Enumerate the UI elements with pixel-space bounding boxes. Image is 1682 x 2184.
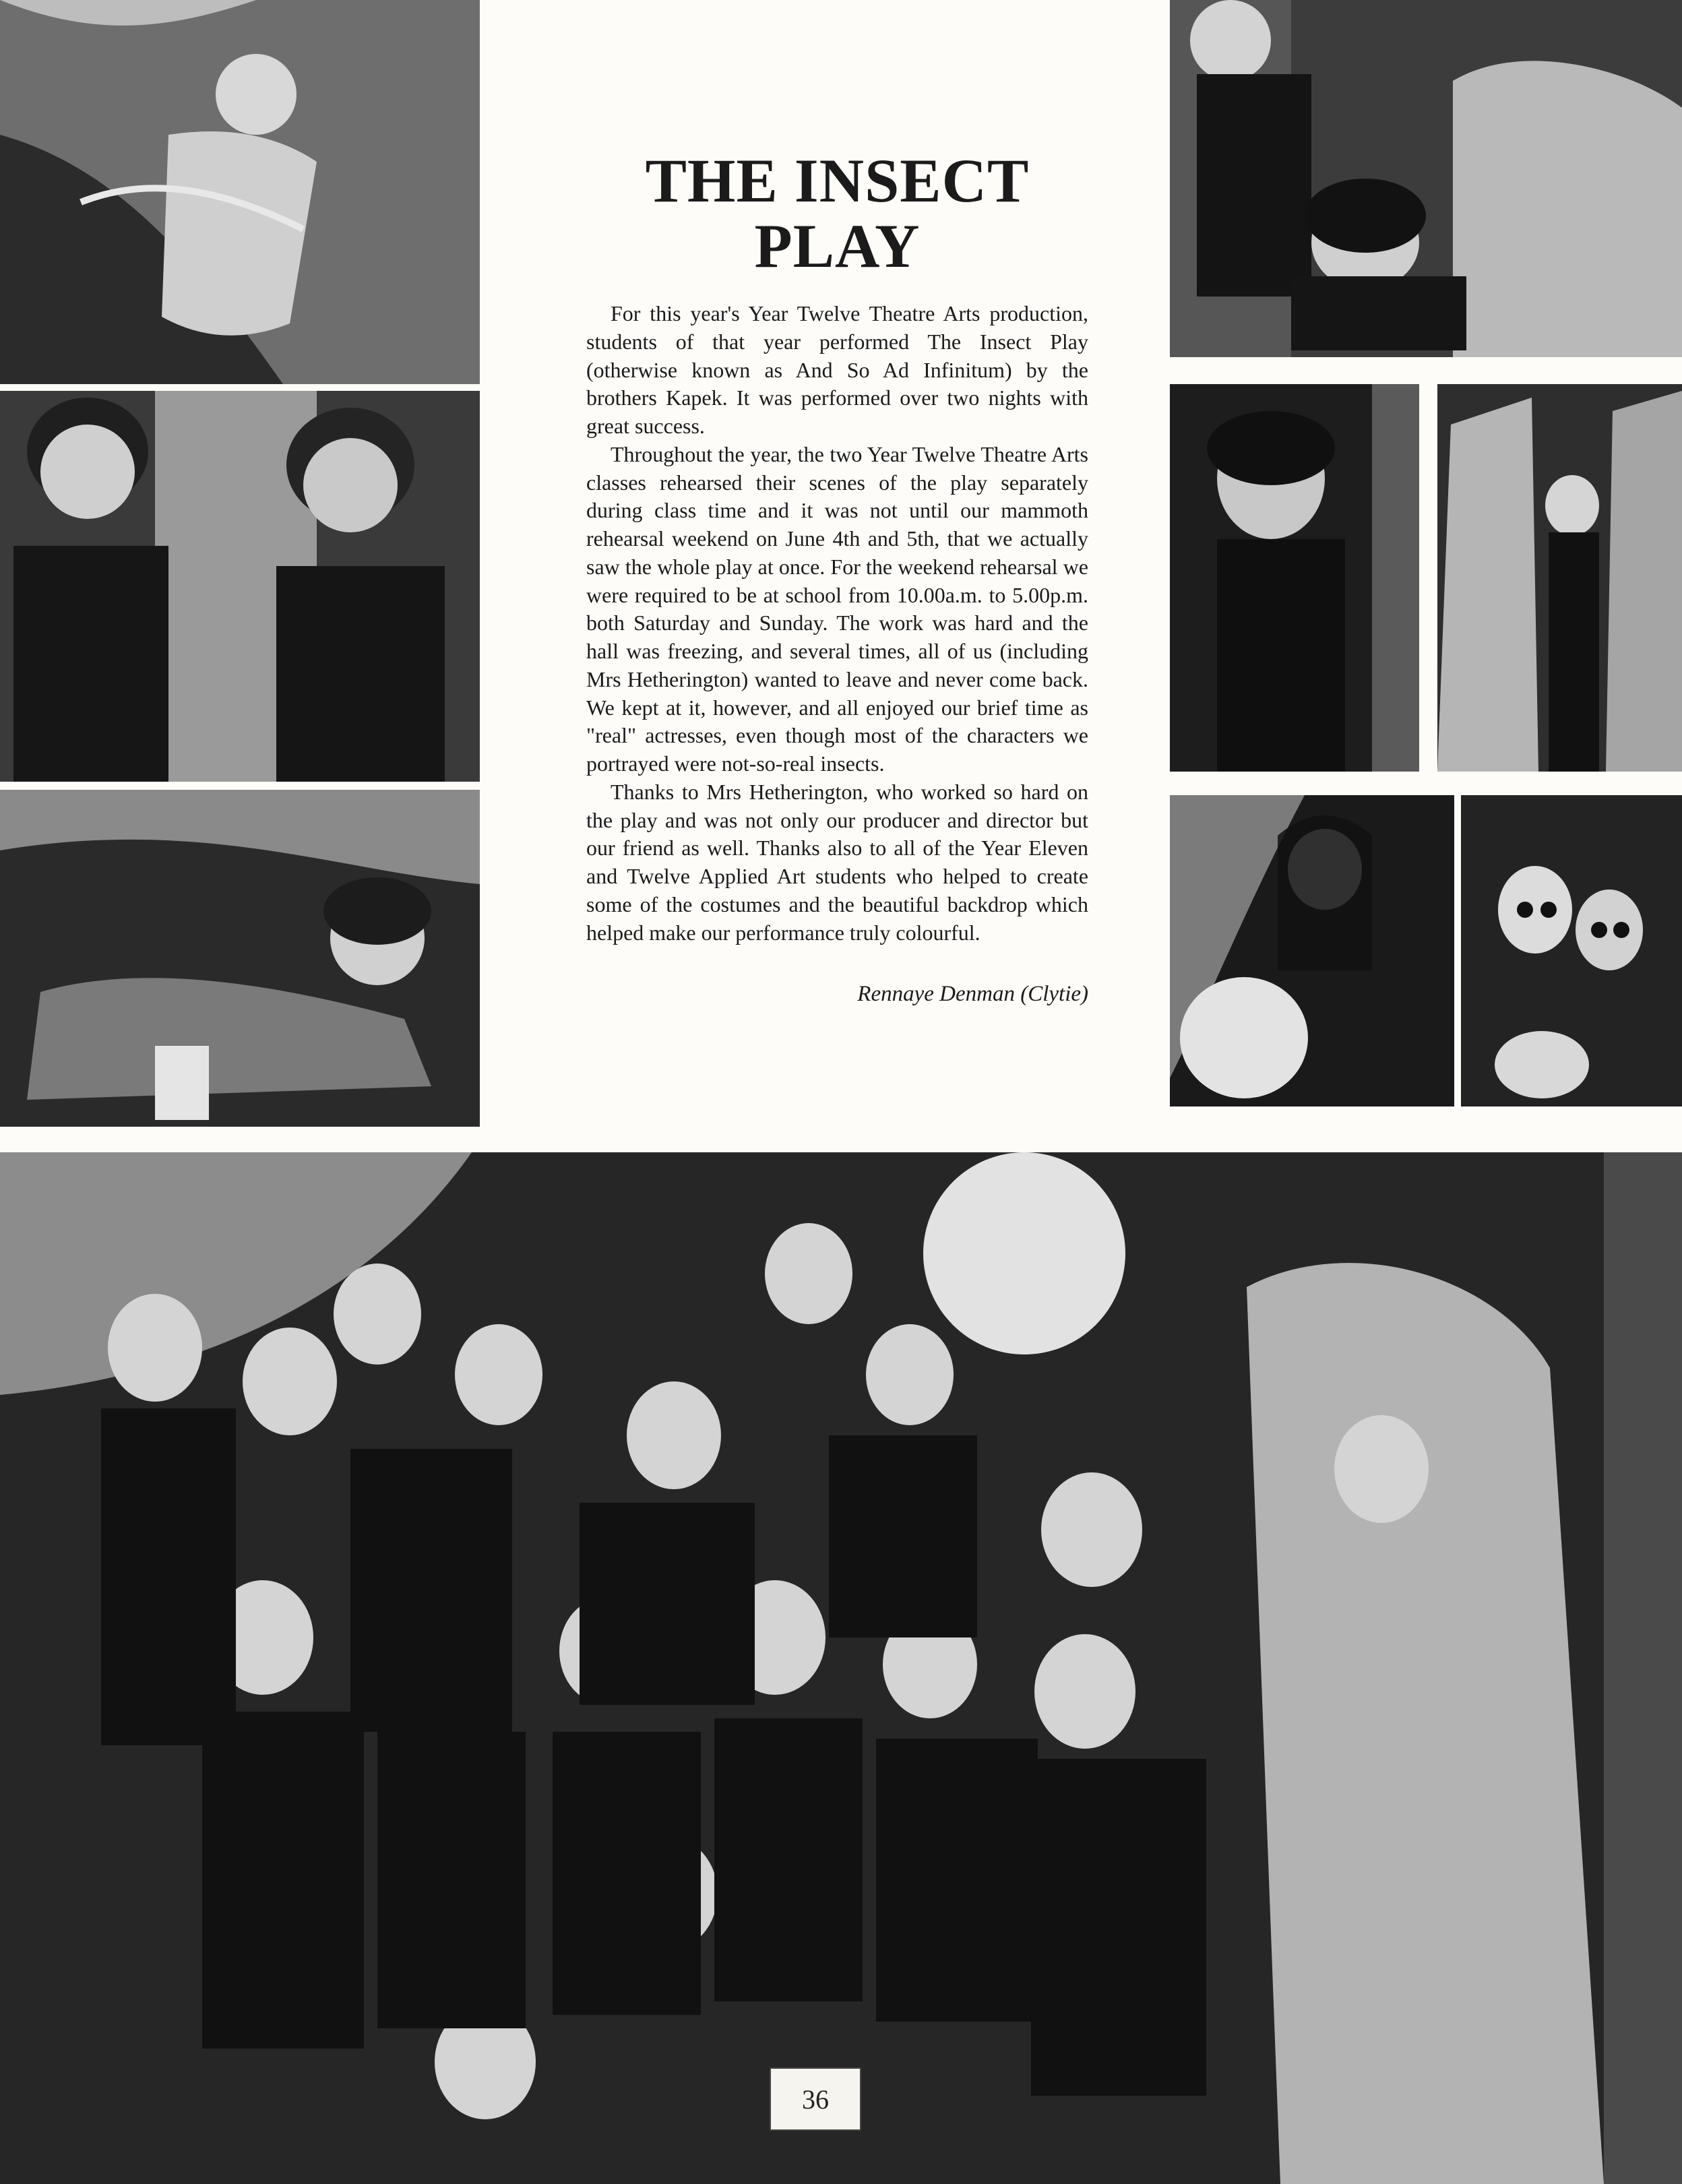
article-paragraph-1: For this year's Year Twelve Theatre Arts production, students of that year performed The Insect Play (otherwise known as And So Ad Infinitum) by the brothers Kapek. It was performed over two nights with great success. bbox=[586, 301, 1088, 439]
photo-cast-group bbox=[0, 1152, 1682, 2184]
photo-reclining-actor bbox=[0, 790, 480, 1127]
article-byline: Rennaye Denman (Clytie) bbox=[857, 982, 1088, 1007]
page-number: 36 bbox=[770, 2067, 861, 2131]
photo-masked-actor-with-egg bbox=[1170, 795, 1454, 1106]
photo-actor-profile bbox=[1170, 384, 1419, 772]
article-paragraph-2: Throughout the year, the two Year Twelve Theatre Arts classes rehearsed their scenes of the play separately during class time and it was not until our mammoth rehearsal weekend on June 4th and 5th, that we actually saw the whole play at once. For the weekend rehearsal we were required to be at school from 10.00a.m. to 5.00p.m. both Saturday and Sunday. The work was hard and the hall was freezing, and several times, all of us (including Mrs Hetherington) wanted to leave and never come back. We kept at it, however, and all enjoyed our brief time as "real" actresses, even though most of the characters we portrayed were not-so-real insects. bbox=[586, 441, 1088, 776]
article-title: THE INSECT PLAY bbox=[645, 146, 1030, 280]
photo-two-masked-faces bbox=[1461, 795, 1682, 1106]
photo-two-masked-actors bbox=[0, 391, 480, 782]
photo-explorer-with-backdrop bbox=[0, 0, 480, 384]
article-paragraph-3: Thanks to Mrs Hetherington, who worked so hard on the play and was not only our producer and director but our friend as well. Thanks also to all of the Year Eleven and Twelve Applied Art students who helped to create some of the costumes and the beautiful backdrop which helped make our performance truly colourful. bbox=[586, 779, 1088, 945]
photo-winged-dancer bbox=[1437, 384, 1682, 772]
article bbox=[586, 148, 1088, 1007]
photo-dancers-top-right bbox=[1170, 0, 1682, 357]
